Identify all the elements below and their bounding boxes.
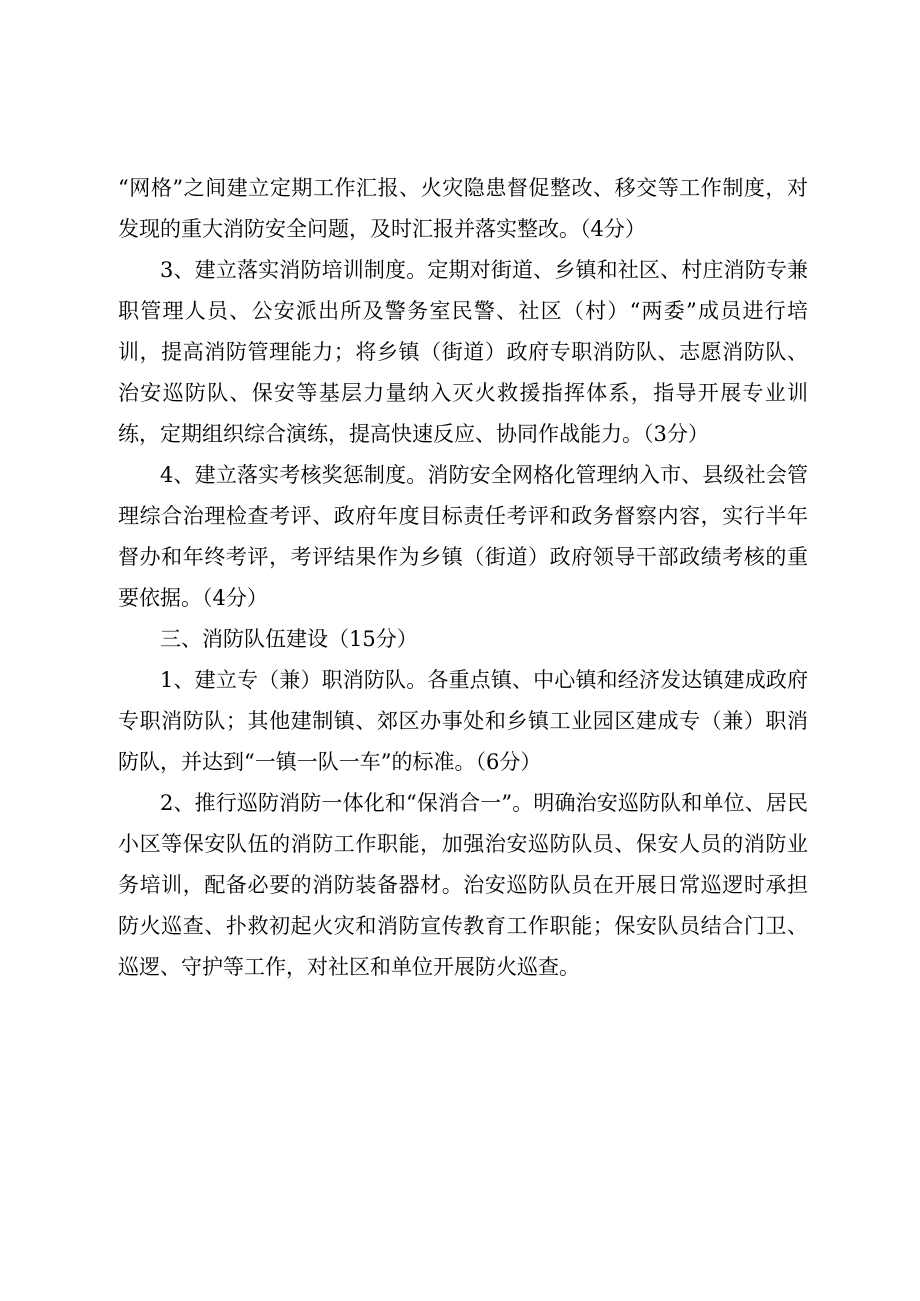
paragraph-patrol-integration: 2、推行巡防消防一体化和“保消合一”。明确治安巡防队和单位、居民小区等保安队伍的消防工作职能，加强治安巡防队员、保安人员的消防业务培训，配备必要的消防装备器材。治安巡防队员在开展日常巡逻时承担防火巡查、扑救初起火灾和消防宣传教育工作职能；保安队员结合门卫、巡逻、守护等工作，对社区和单位开展防火巡查。	[118, 791, 808, 979]
paragraph-continuation: “网格”之间建立定期工作汇报、火灾隐患督促整改、移交等工作制度，对发现的重大消防安全问题，及时汇报并落实整改。（4分）	[118, 176, 808, 241]
paragraph-assessment-system: 4、建立落实考核奖惩制度。消防安全网格化管理纳入市、县级社会管理综合治理检查考评、政府年度目标责任考评和政务督察内容，实行半年督办和年终考评，考评结果作为乡镇（街道）政府领导干部政绩考核的重要依据。（4分）	[118, 463, 808, 610]
paragraph-fulltime-brigade: 1、建立专（兼）职消防队。各重点镇、中心镇和经济发达镇建成政府专职消防队；其他建制镇、郊区办事处和乡镇工业园区建成专（兼）职消防队，并达到“一镇一队一车”的标准。（6分）	[118, 668, 808, 774]
document-page	[118, 168, 808, 988]
paragraph-training-system: 3、建立落实消防培训制度。定期对街道、乡镇和社区、村庄消防专兼职管理人员、公安派出所及警务室民警、社区（村）“两委”成员进行培训，提高消防管理能力；将乡镇（街道）政府专职消防队、志愿消防队、治安巡防队、保安等基层力量纳入灭火救援指挥体系，指导开展专业训练，定期组织综合演练，提高快速反应、协同作战能力。（3分）	[118, 258, 808, 446]
section-heading-fire-brigade: 三、消防队伍建设（15分）	[160, 627, 418, 651]
